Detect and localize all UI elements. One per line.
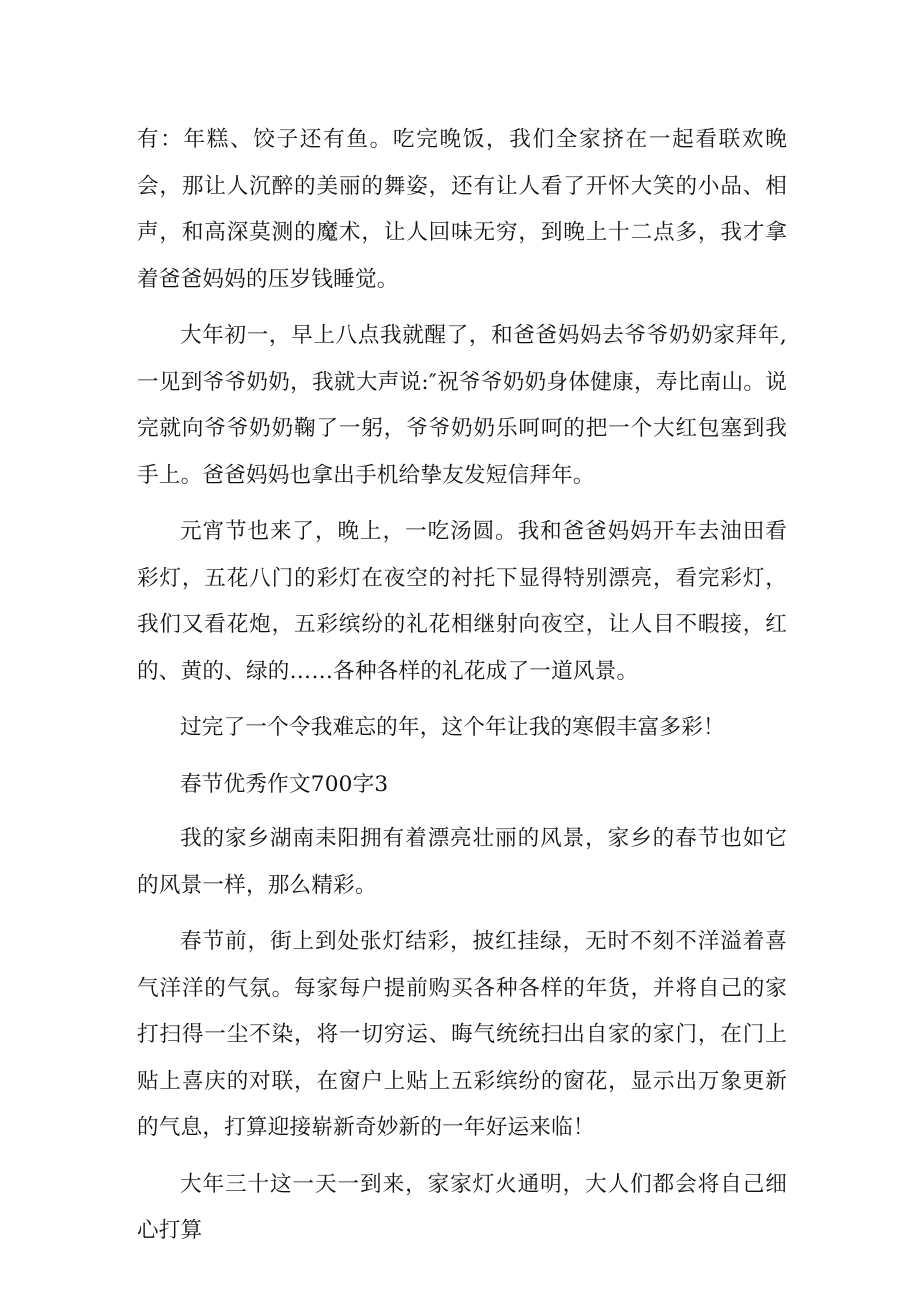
paragraph-new-year-eve: 大年三十这一天一到来，家家灯火通明，大人们都会将自己细心打算	[137, 1171, 787, 1243]
paragraph-closing: 过完了一个令我难忘的年，这个年让我的寒假丰富多彩！	[180, 715, 725, 740]
paragraph-new-year-day: 大年初一，早上八点我就醒了，和爸爸妈妈去爷爷奶奶家拜年,一见到爷爷奶奶，我就大声说:″祝爷爷奶奶身体健康，寿比南山。说完就向爷爷奶奶鞠了一躬，爷爷奶奶乐呵呵的把一个大红包塞到我手上。爸爸妈妈也拿出手机给挚友发短信拜年。	[137, 323, 787, 488]
paragraph-hometown: 我的家乡湖南耒阳拥有着漂亮壮丽的风景，家乡的春节也如它的风景一样，那么精彩。	[137, 826, 787, 898]
essay-heading: 春节优秀作文700字3	[180, 771, 389, 797]
paragraph-continuation: 有：年糕、饺子还有鱼。吃完晚饭，我们全家挤在一起看联欢晚会，那让人沉醉的美丽的舞姿，还有让人看了开怀大笑的小品、相声，和高深莫测的魔术，让人回味无穷，到晚上十二点多，我才拿着爸爸妈妈的压岁钱睡觉。	[137, 127, 787, 292]
paragraph-lantern-festival: 元宵节也来了，晚上，一吃汤圆。我和爸爸妈妈开车去油田看彩灯，五花八门的彩灯在夜空的衬托下显得特别漂亮，看完彩灯，我们又看花炮，五彩缤纷的礼花相继射向夜空，让人目不暇接，红的、黄的、绿的……各种各样的礼花成了一道风景。	[137, 519, 787, 684]
paragraph-before-festival: 春节前，街上到处张灯结彩，披红挂绿，无时不刻不洋溢着喜气洋洋的气氛。每家每户提前购买各种各样的年货，并将自己的家打扫得一尘不染，将一切穷运、晦气统统扫出自家的家门，在门上贴上喜庆的对联，在窗户上贴上五彩缤纷的窗花，显示出万象更新的气息，打算迎接崭新奇妙新的一年好运来临！	[137, 929, 787, 1140]
document-body	[137, 117, 787, 1265]
